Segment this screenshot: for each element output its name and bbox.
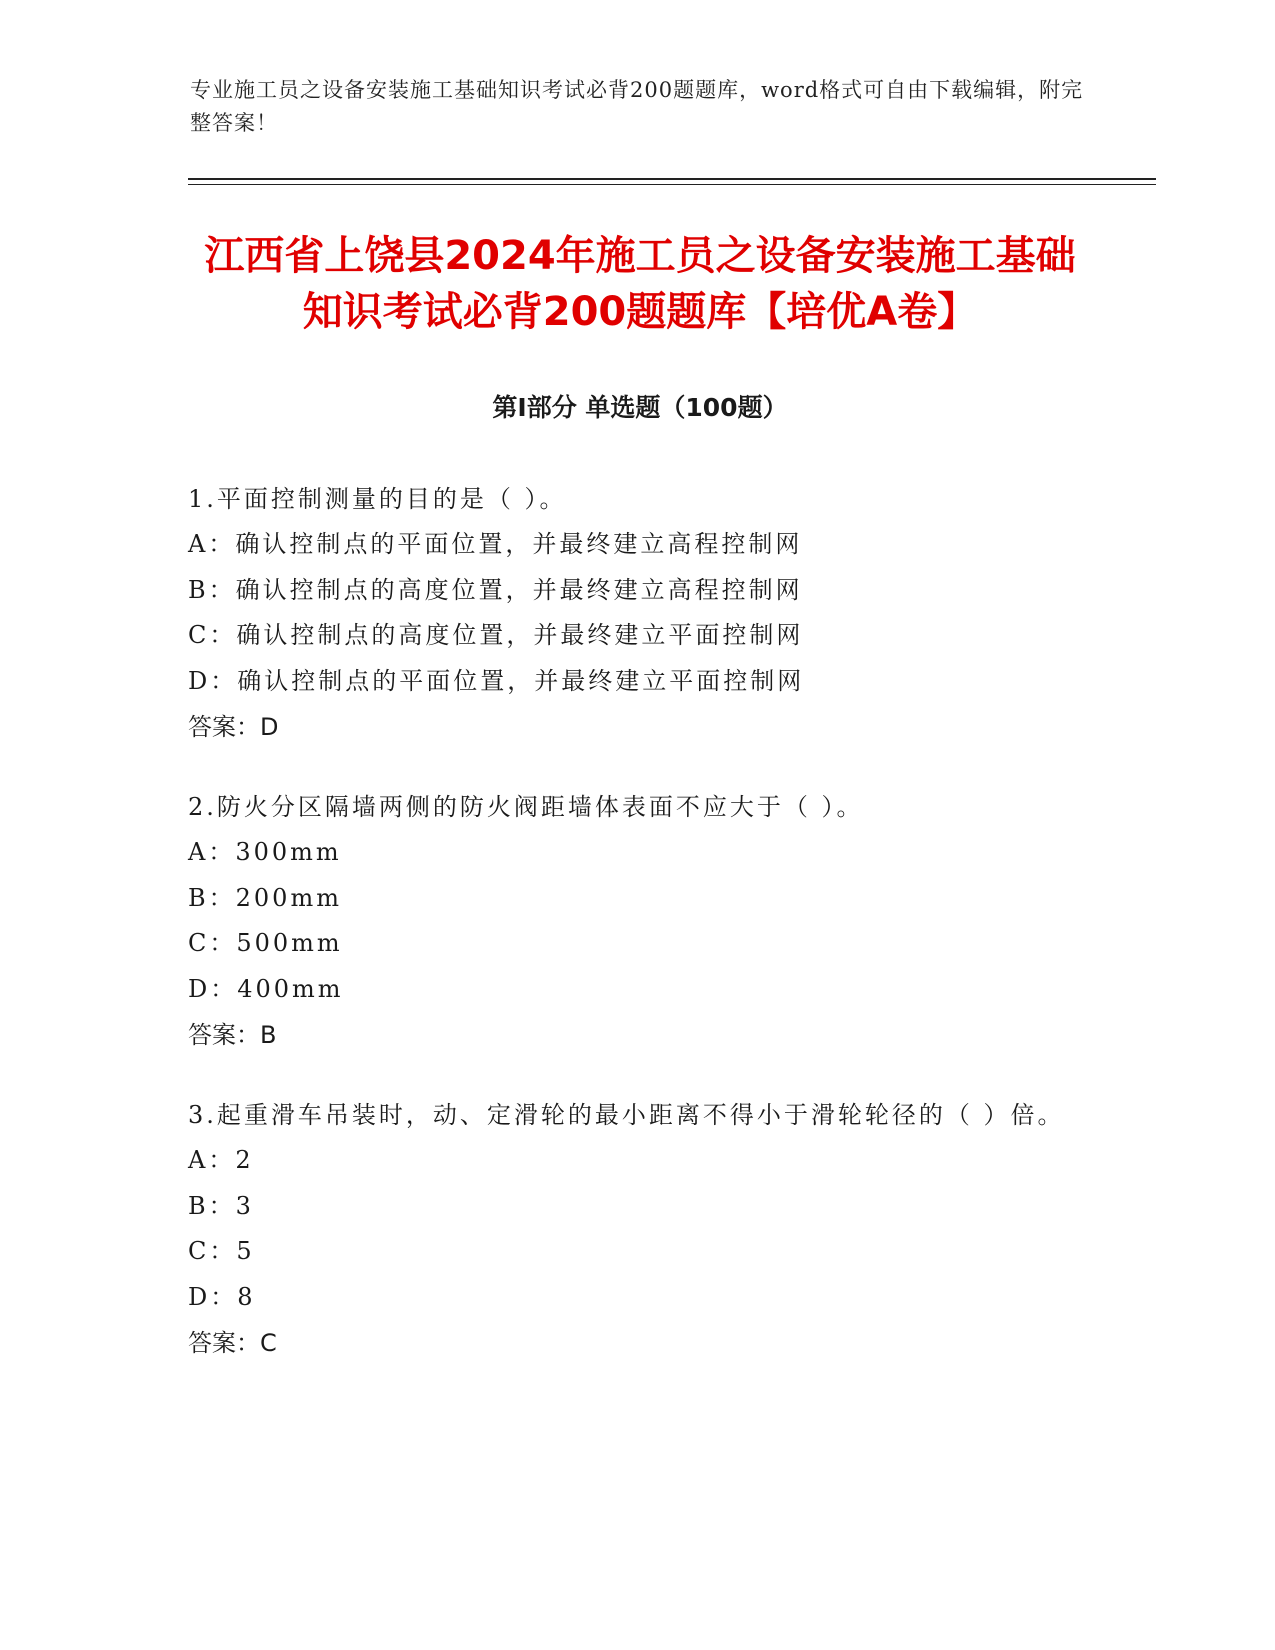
question-list <box>188 476 1088 1400</box>
option-a: A：300mm <box>188 838 342 866</box>
document-title: 江西省上饶县2024年施工员之设备安装施工基础知识考试必背200题题库【培优A卷】 <box>204 233 1076 335</box>
option-b: B：200mm <box>188 883 342 912</box>
question-stem: 2.防火分区隔墙两侧的防火阀距墙体表面不应大于（ ）。 <box>188 793 864 821</box>
header-divider-thin <box>188 184 1156 185</box>
option-d: D：400mm <box>188 974 344 1003</box>
question-3 <box>188 1092 1088 1366</box>
option-c: C：确认控制点的高度位置，并最终建立平面控制网 <box>188 621 804 649</box>
option-d: D：确认控制点的平面位置，并最终建立平面控制网 <box>188 666 805 695</box>
option-c: C：5 <box>188 1237 255 1265</box>
option-a: A：2 <box>188 1146 254 1174</box>
option-d: D：8 <box>188 1282 256 1311</box>
header-note: 专业施工员之设备安装施工基础知识考试必背200题题库，word格式可自由下载编辑，附完整答案！ <box>190 78 1084 135</box>
question-stem: 1.平面控制测量的目的是（ ）。 <box>188 485 567 513</box>
question-1 <box>188 476 1088 750</box>
answer-line: 答案：C <box>188 1329 277 1357</box>
option-b: B：3 <box>188 1191 254 1220</box>
option-b: B：确认控制点的高度位置，并最终建立高程控制网 <box>188 575 803 604</box>
answer-line: 答案：B <box>188 1021 277 1049</box>
option-c: C：500mm <box>188 929 343 957</box>
question-2 <box>188 784 1088 1058</box>
answer-line: 答案：D <box>188 713 279 741</box>
question-stem: 3.起重滑车吊装时，动、定滑轮的最小距离不得小于滑轮轮径的（ ）倍。 <box>188 1101 1065 1129</box>
section-title: 第Ⅰ部分 单选题（100题） <box>492 393 788 422</box>
header-divider-thick <box>188 178 1156 180</box>
option-a: A：确认控制点的平面位置，并最终建立高程控制网 <box>188 530 803 558</box>
